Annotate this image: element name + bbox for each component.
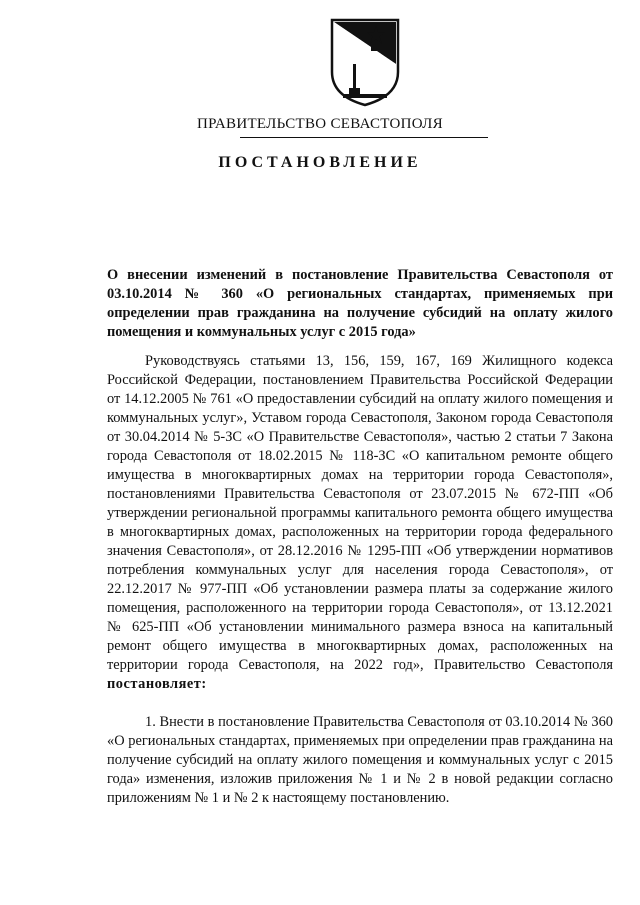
document-subject: О внесении изменений в постановление Правительства Севастополя от 03.10.2014 № 360 «О региональных стандартах, применяемых при определении прав гражданина на получение субсидий на оплату жилого помещения и коммунальных услуг с 2015 года» <box>107 267 613 340</box>
document-type: ПОСТАНОВЛЕНИЕ <box>218 154 422 171</box>
organization-title: ПРАВИТЕЛЬСТВО СЕВАСТОПОЛЯ <box>197 116 443 132</box>
document-body <box>107 352 613 808</box>
preamble-paragraph <box>107 352 613 694</box>
preamble-text: Руководствуясь статьями 13, 156, 159, 167, 169 Жилищного кодекса Российской Федерации, постановлением Правительства Российской Федерации от 14.12.2005 № 761 «О предоставлении субсидий на оплату жилого помещения и коммунальных услуг», Уставом города Севастополя, Законом города Севастополя от 30.04.2014 № 5-ЗС «О Правительстве Севастополя», частью 2 статьи 7 Закона города Севастополя от 18.02.2015 № 118-ЗС «О капитальном ремонте общего имущества в многоквартирных домах на территории города Севастополя», постановлениями Правительства Севастополя от 23.07.2015 № 672-ПП «Об утверждении региональной программы капитального ремонта общего имущества в многоквартирных домах, расположенных на территории города федерального значения Севастополя», от 28.12.2016 № 1295-ПП «Об утверждении нормативов потребления коммунальных услуг для населения города Севастополя», от 22.12.2017 № 977-ПП «Об установлении размера платы за содержание жилого помещения, расположенного на территории города Севастополя», от 13.12.2021 № 625-ПП «Об установлении минимального размера взноса на капитальный ремонт общего имущества в многоквартирных домах, расположенных на территории города Севастополя, на 2022 год», Правительство Севастополя <box>107 353 613 673</box>
decree-word: постановляет: <box>107 676 207 692</box>
title-underline <box>240 137 488 138</box>
item-1-paragraph: 1. Внести в постановление Правительства Севастополя от 03.10.2014 № 360 «О региональных стандартах, применяемых при определении прав гражданина на получение субсидий на оплату жилого помещения и коммунальных услуг с 2015 года» изменения, изложив приложения № 1 и № 2 в новой редакции согласно приложениям № 1 и № 2 к настоящему постановлению. <box>107 714 613 806</box>
coat-of-arms-icon <box>327 16 403 108</box>
